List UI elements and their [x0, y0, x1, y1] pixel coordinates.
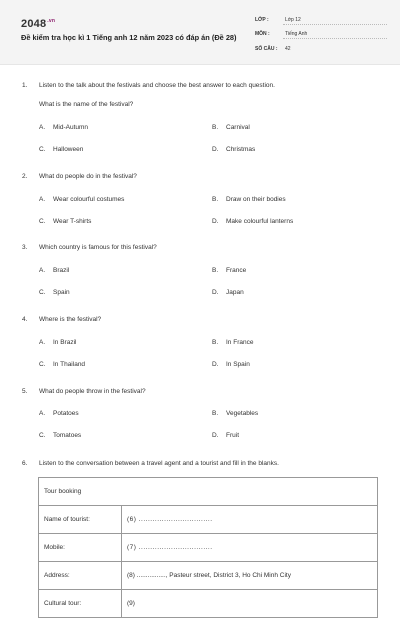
- option-d[interactable]: [212, 289, 244, 296]
- option-text: Carnival: [226, 124, 250, 131]
- option-text: Tomatoes: [53, 432, 82, 439]
- option-text: Mid-Autumn: [53, 124, 89, 131]
- row-blank[interactable]: (7) ................................: [122, 534, 378, 562]
- document-title: Đề kiểm tra học kì 1 Tiếng anh 12 năm 2023 có đáp án (Đề 28): [21, 33, 237, 42]
- question-text: Which country is famous for this festival?: [39, 244, 157, 251]
- option-d[interactable]: [212, 146, 255, 153]
- option-letter: B.: [212, 339, 219, 346]
- question-number: 1.: [22, 82, 28, 89]
- row-label: Address:: [39, 562, 122, 590]
- question-number: 6.: [22, 460, 28, 467]
- option-text: Japan: [226, 289, 244, 296]
- meta-class-label: LỚP :: [255, 17, 269, 23]
- option-a[interactable]: [39, 339, 76, 346]
- option-letter: B.: [212, 124, 219, 131]
- option-letter: D.: [212, 218, 219, 225]
- option-letter: A.: [39, 267, 46, 274]
- meta-count-value: 42: [285, 46, 291, 52]
- logo-suffix: .vn: [47, 18, 56, 24]
- option-text: Draw on their bodies: [226, 196, 286, 203]
- meta-class-value: Lớp 12: [285, 17, 301, 23]
- option-text: Halloween: [53, 146, 84, 153]
- question-text: Listen to the conversation between a travel agent and a tourist and fill in the blanks.: [39, 460, 279, 467]
- tour-booking-table: [38, 477, 378, 618]
- option-text: In Spain: [226, 361, 250, 368]
- option-a[interactable]: [39, 410, 79, 417]
- option-a[interactable]: [39, 124, 88, 131]
- option-d[interactable]: [212, 218, 293, 225]
- option-c[interactable]: [39, 361, 85, 368]
- option-letter: C.: [39, 289, 46, 296]
- question-text: What do people throw in the festival?: [39, 388, 146, 395]
- option-text: In Brazil: [53, 339, 77, 346]
- option-letter: C.: [39, 146, 46, 153]
- option-b[interactable]: [212, 196, 286, 203]
- option-c[interactable]: [39, 289, 70, 296]
- option-text: In Thailand: [53, 361, 86, 368]
- question-number: 4.: [22, 316, 28, 323]
- option-a[interactable]: [39, 196, 124, 203]
- option-letter: D.: [212, 146, 219, 153]
- option-text: Brazil: [53, 267, 70, 274]
- option-letter: A.: [39, 124, 46, 131]
- option-letter: C.: [39, 361, 46, 368]
- option-text: Spain: [53, 289, 70, 296]
- option-text: Christmas: [226, 146, 256, 153]
- table-header: Tour booking: [39, 478, 378, 506]
- row-blank[interactable]: (9): [122, 590, 378, 618]
- option-text: Make colourful lanterns: [226, 218, 294, 225]
- row-blank[interactable]: (8) ................, Pasteur street, District 3, Ho Chi Minh City: [122, 562, 378, 590]
- option-letter: D.: [212, 432, 219, 439]
- question-text: What do people do in the festival?: [39, 173, 137, 180]
- row-label: Name of tourist:: [39, 506, 122, 534]
- question-text: Listen to the talk about the festivals and choose the best answer to each question.: [39, 82, 275, 89]
- option-b[interactable]: [212, 124, 250, 131]
- meta-subject-label: MÔN :: [255, 31, 270, 37]
- option-letter: D.: [212, 361, 219, 368]
- option-d[interactable]: [212, 361, 250, 368]
- option-text: France: [226, 267, 247, 274]
- table-header-row: [39, 478, 378, 506]
- option-text: In France: [226, 339, 254, 346]
- question-text: Where is the festival?: [39, 316, 102, 323]
- option-letter: A.: [39, 339, 46, 346]
- option-letter: C.: [39, 432, 46, 439]
- table-row: [39, 562, 378, 590]
- option-letter: A.: [39, 410, 46, 417]
- option-b[interactable]: [212, 410, 258, 417]
- meta-subject-value: Tiếng Anh: [285, 31, 308, 37]
- option-letter: B.: [212, 410, 219, 417]
- option-text: Vegetables: [226, 410, 259, 417]
- option-text: Fruit: [226, 432, 239, 439]
- option-letter: A.: [39, 196, 46, 203]
- option-a[interactable]: [39, 267, 69, 274]
- option-letter: C.: [39, 218, 46, 225]
- option-b[interactable]: [212, 339, 253, 346]
- row-label: Mobile:: [39, 534, 122, 562]
- option-text: Wear T-shirts: [53, 218, 92, 225]
- option-text: Potatoes: [53, 410, 79, 417]
- table-row: [39, 590, 378, 618]
- option-letter: B.: [212, 196, 219, 203]
- option-d[interactable]: [212, 432, 239, 439]
- meta-count-label: SỐ CÂU :: [255, 46, 278, 52]
- row-label: Cultural tour:: [39, 590, 122, 618]
- option-c[interactable]: [39, 432, 81, 439]
- option-c[interactable]: [39, 218, 91, 225]
- option-b[interactable]: [212, 267, 246, 274]
- question-1-subquestion: What is the name of the festival?: [39, 101, 134, 108]
- question-number: 5.: [22, 388, 28, 395]
- option-text: Wear colourful costumes: [53, 196, 125, 203]
- row-blank[interactable]: (6) ................................: [122, 506, 378, 534]
- option-letter: D.: [212, 289, 219, 296]
- logo-text: 2048: [21, 18, 47, 30]
- table-row: [39, 506, 378, 534]
- option-letter: B.: [212, 267, 219, 274]
- question-number: 3.: [22, 244, 28, 251]
- table-row: [39, 534, 378, 562]
- question-number: 2.: [22, 173, 28, 180]
- option-c[interactable]: [39, 146, 83, 153]
